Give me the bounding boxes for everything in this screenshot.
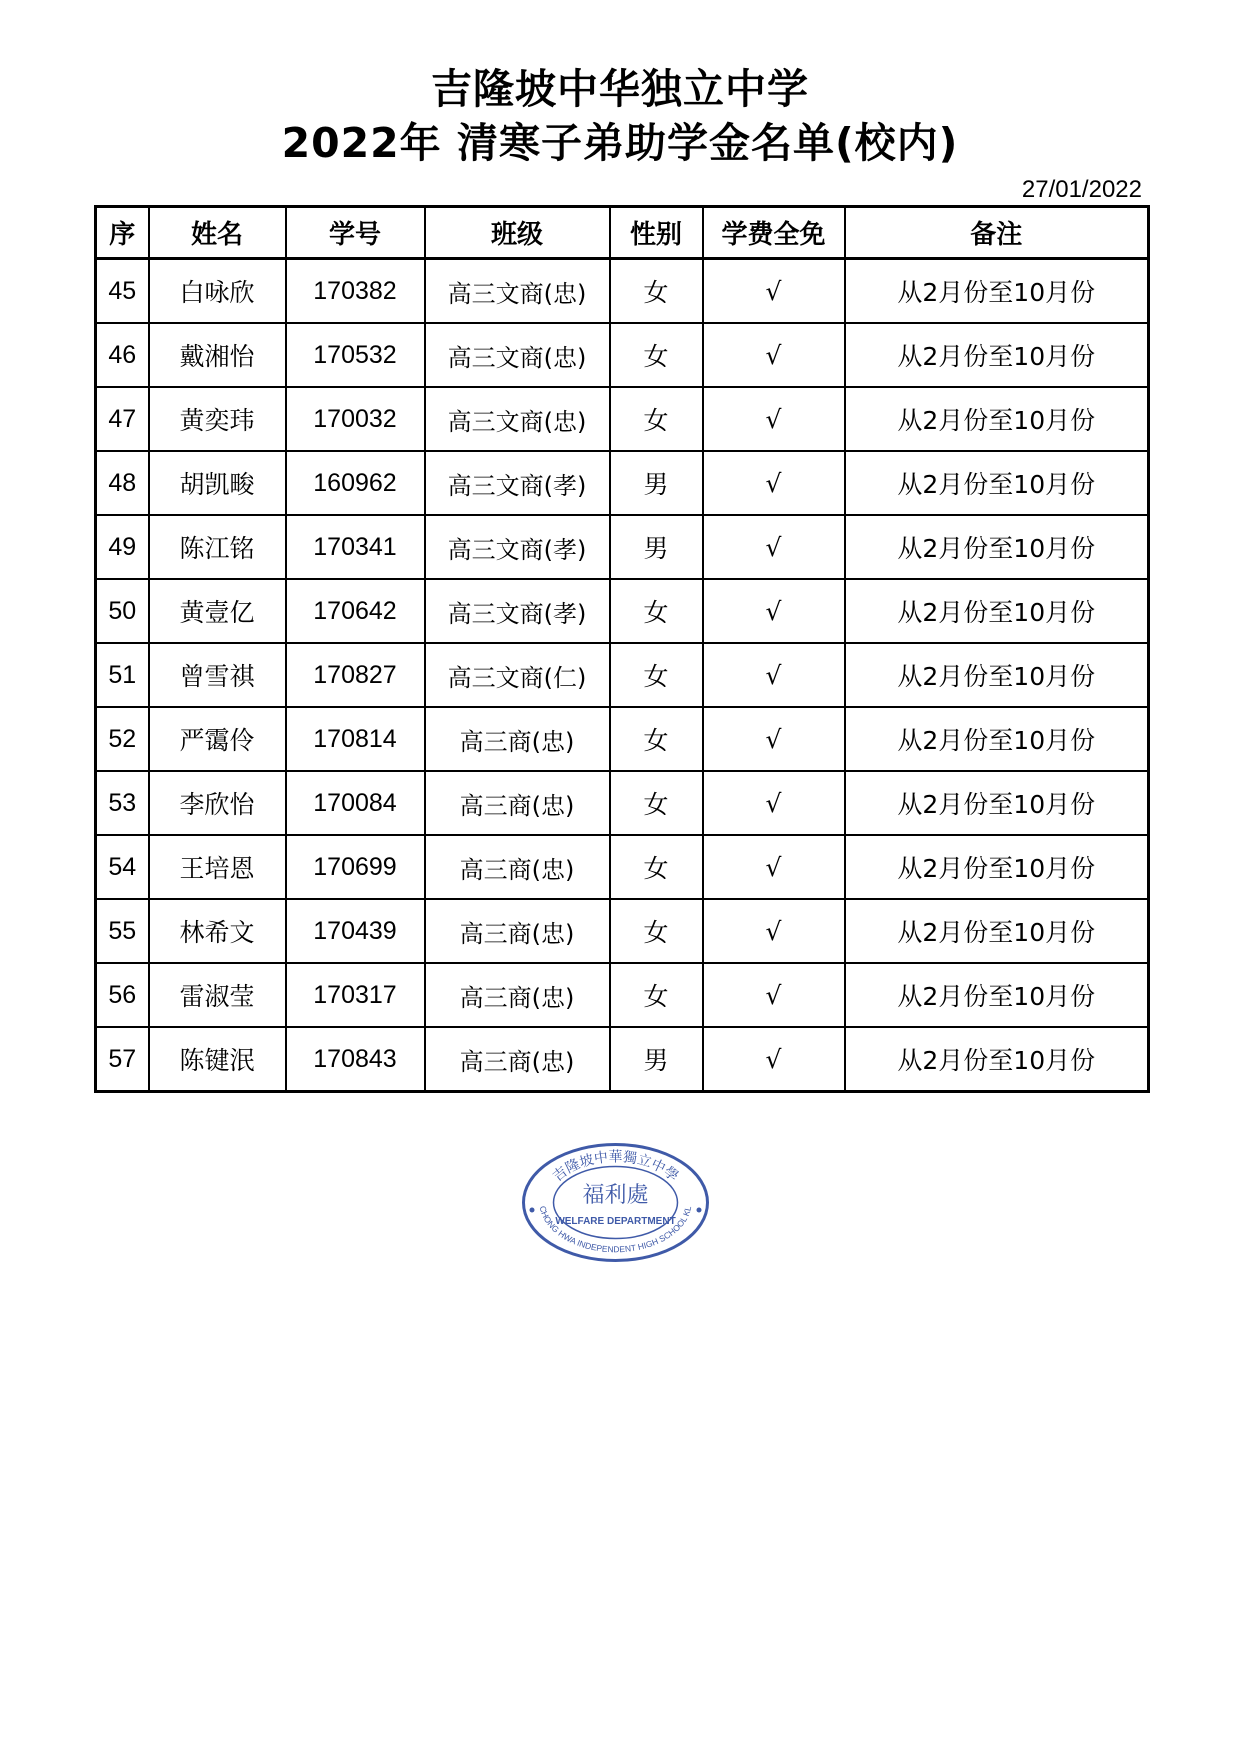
cell-student-id: 170439 xyxy=(286,899,425,963)
cell-name: 黄壹亿 xyxy=(149,579,286,643)
cell-class: 高三文商(忠) xyxy=(425,259,610,324)
cell-no: 55 xyxy=(96,899,149,963)
cell-no: 48 xyxy=(96,451,149,515)
cell-remark: 从2月份至10月份 xyxy=(845,259,1149,324)
table-row xyxy=(96,899,1149,963)
cell-name: 胡凯畯 xyxy=(149,451,286,515)
table-row xyxy=(96,515,1149,579)
seal-star-right xyxy=(697,1208,702,1213)
cell-remark: 从2月份至10月份 xyxy=(845,387,1149,451)
list-title: 2022年 清寒子弟助学金名单(校内) xyxy=(281,119,959,167)
table-row xyxy=(96,643,1149,707)
cell-name: 严霭伶 xyxy=(149,707,286,771)
cell-gender: 男 xyxy=(610,515,703,579)
cell-remark: 从2月份至10月份 xyxy=(845,579,1149,643)
cell-name: 黄奕玮 xyxy=(149,387,286,451)
cell-full-waiver: √ xyxy=(703,387,845,451)
table-row xyxy=(96,387,1149,451)
cell-full-waiver: √ xyxy=(703,1027,845,1092)
table-row xyxy=(96,1027,1149,1092)
cell-no: 46 xyxy=(96,323,149,387)
table-row xyxy=(96,451,1149,515)
table-row xyxy=(96,323,1149,387)
column-header-remark: 备注 xyxy=(845,207,1149,259)
cell-gender: 男 xyxy=(610,451,703,515)
cell-student-id: 170032 xyxy=(286,387,425,451)
cell-name: 李欣怡 xyxy=(149,771,286,835)
cell-gender: 女 xyxy=(610,323,703,387)
column-header-no: 序 xyxy=(96,207,149,259)
cell-class: 高三商(忠) xyxy=(425,963,610,1027)
cell-full-waiver: √ xyxy=(703,323,845,387)
table-row xyxy=(96,771,1149,835)
cell-student-id: 160962 xyxy=(286,451,425,515)
cell-student-id: 170827 xyxy=(286,643,425,707)
cell-no: 57 xyxy=(96,1027,149,1092)
cell-class: 高三文商(孝) xyxy=(425,515,610,579)
scholarship-table xyxy=(94,205,1150,1093)
cell-full-waiver: √ xyxy=(703,771,845,835)
cell-name: 陈江铭 xyxy=(149,515,286,579)
cell-class: 高三商(忠) xyxy=(425,771,610,835)
cell-no: 54 xyxy=(96,835,149,899)
cell-gender: 女 xyxy=(610,259,703,324)
cell-gender: 男 xyxy=(610,1027,703,1092)
cell-no: 49 xyxy=(96,515,149,579)
cell-full-waiver: √ xyxy=(703,579,845,643)
cell-remark: 从2月份至10月份 xyxy=(845,963,1149,1027)
cell-full-waiver: √ xyxy=(703,515,845,579)
cell-gender: 女 xyxy=(610,643,703,707)
column-header-full-waiver: 学费全免 xyxy=(703,207,845,259)
cell-class: 高三商(忠) xyxy=(425,1027,610,1092)
table-header-row xyxy=(96,207,1149,259)
cell-student-id: 170317 xyxy=(286,963,425,1027)
cell-gender: 女 xyxy=(610,387,703,451)
cell-remark: 从2月份至10月份 xyxy=(845,323,1149,387)
cell-no: 52 xyxy=(96,707,149,771)
cell-student-id: 170843 xyxy=(286,1027,425,1092)
seal-center-text: 福利處 xyxy=(582,1183,649,1208)
cell-class: 高三文商(忠) xyxy=(425,323,610,387)
table-row xyxy=(96,835,1149,899)
cell-gender: 女 xyxy=(610,963,703,1027)
cell-name: 林希文 xyxy=(149,899,286,963)
table-row xyxy=(96,579,1149,643)
column-header-class: 班级 xyxy=(425,207,610,259)
cell-gender: 女 xyxy=(610,835,703,899)
cell-full-waiver: √ xyxy=(703,835,845,899)
document-date: 27/01/2022 xyxy=(1021,176,1142,203)
cell-full-waiver: √ xyxy=(703,707,845,771)
cell-class: 高三商(忠) xyxy=(425,899,610,963)
cell-name: 戴湘怡 xyxy=(149,323,286,387)
cell-remark: 从2月份至10月份 xyxy=(845,1027,1149,1092)
cell-gender: 女 xyxy=(610,771,703,835)
cell-no: 56 xyxy=(96,963,149,1027)
cell-remark: 从2月份至10月份 xyxy=(845,835,1149,899)
cell-class: 高三文商(孝) xyxy=(425,579,610,643)
cell-class: 高三文商(仁) xyxy=(425,643,610,707)
cell-student-id: 170532 xyxy=(286,323,425,387)
table-row xyxy=(96,707,1149,771)
cell-student-id: 170341 xyxy=(286,515,425,579)
column-header-gender: 性别 xyxy=(610,207,703,259)
cell-name: 王培恩 xyxy=(149,835,286,899)
table-row xyxy=(96,963,1149,1027)
cell-remark: 从2月份至10月份 xyxy=(845,771,1149,835)
cell-full-waiver: √ xyxy=(703,643,845,707)
cell-gender: 女 xyxy=(610,579,703,643)
column-header-student-id: 学号 xyxy=(286,207,425,259)
cell-class: 高三文商(忠) xyxy=(425,387,610,451)
cell-gender: 女 xyxy=(610,899,703,963)
cell-no: 50 xyxy=(96,579,149,643)
cell-full-waiver: √ xyxy=(703,963,845,1027)
cell-remark: 从2月份至10月份 xyxy=(845,451,1149,515)
cell-student-id: 170814 xyxy=(286,707,425,771)
cell-student-id: 170382 xyxy=(286,259,425,324)
cell-student-id: 170084 xyxy=(286,771,425,835)
cell-full-waiver: √ xyxy=(703,451,845,515)
cell-name: 陈键泯 xyxy=(149,1027,286,1092)
cell-class: 高三商(忠) xyxy=(425,707,610,771)
document-header xyxy=(0,62,1240,170)
cell-remark: 从2月份至10月份 xyxy=(845,899,1149,963)
cell-full-waiver: √ xyxy=(703,899,845,963)
cell-remark: 从2月份至10月份 xyxy=(845,707,1149,771)
seal-star-left xyxy=(530,1208,535,1213)
cell-remark: 从2月份至10月份 xyxy=(845,643,1149,707)
table-row xyxy=(96,259,1149,324)
seal-top-text: 吉隆坡中華獨立中學 xyxy=(549,1149,682,1185)
cell-student-id: 170642 xyxy=(286,579,425,643)
cell-name: 雷淑莹 xyxy=(149,963,286,1027)
cell-class: 高三商(忠) xyxy=(425,835,610,899)
cell-name: 白咏欣 xyxy=(149,259,286,324)
cell-no: 53 xyxy=(96,771,149,835)
cell-gender: 女 xyxy=(610,707,703,771)
column-header-name: 姓名 xyxy=(149,207,286,259)
seal-bottom-text: CHONG HWA INDEPENDENT HIGH SCHOOL KL xyxy=(537,1204,694,1255)
cell-remark: 从2月份至10月份 xyxy=(845,515,1149,579)
cell-class: 高三文商(孝) xyxy=(425,451,610,515)
cell-no: 47 xyxy=(96,387,149,451)
cell-full-waiver: √ xyxy=(703,259,845,324)
cell-student-id: 170699 xyxy=(286,835,425,899)
welfare-department-seal xyxy=(518,1140,713,1265)
cell-name: 曾雪祺 xyxy=(149,643,286,707)
seal-english-text: WELFARE DEPARTMENT xyxy=(555,1216,676,1227)
cell-no: 45 xyxy=(96,259,149,324)
cell-no: 51 xyxy=(96,643,149,707)
school-name: 吉隆坡中华独立中学 xyxy=(431,65,809,113)
